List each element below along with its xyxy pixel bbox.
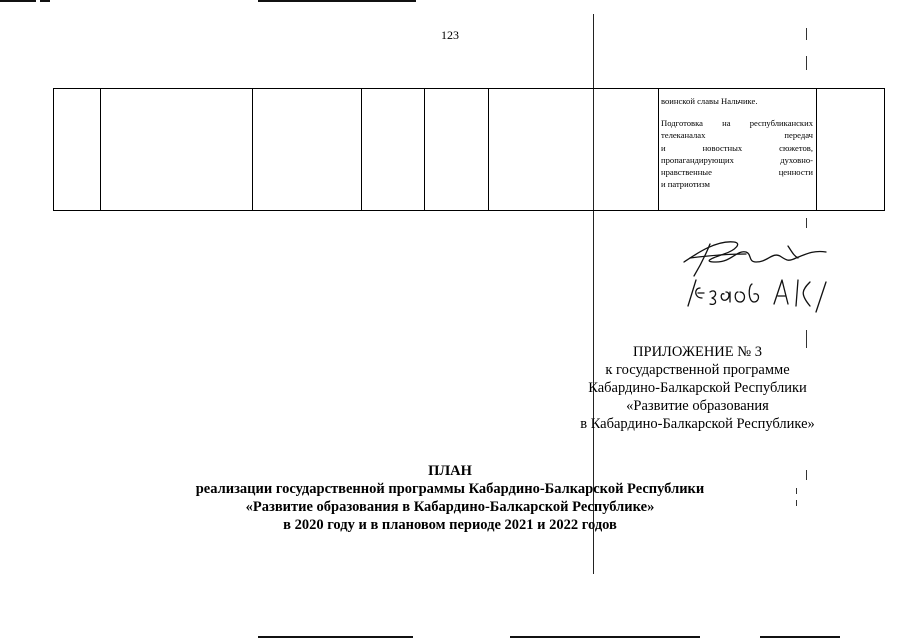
scan-artifact-bottom-left [258, 636, 413, 638]
appendix-line: в Кабардино-Балкарской Республике» [580, 416, 815, 432]
fold-dash [806, 56, 807, 70]
handwritten-signature [676, 232, 846, 322]
cell-line: нравственные ценности [661, 167, 813, 178]
table-column-divider [424, 89, 425, 210]
table-column-divider [816, 89, 817, 210]
plan-heading [150, 462, 750, 534]
table-column-divider [488, 89, 489, 210]
table-column-divider [658, 89, 659, 210]
scan-artifact-top-left [0, 0, 36, 2]
cell-line: и новостных сюжетов, [661, 142, 813, 153]
cell-line: пропагандирующих духовно- [661, 154, 813, 165]
fold-dash [796, 500, 797, 506]
page-number: 123 [441, 28, 459, 42]
plan-title: ПЛАН [428, 463, 472, 479]
plan-table-fragment [53, 88, 885, 211]
scan-artifact-bottom-right-2 [760, 636, 840, 638]
appendix-line: «Развитие образования [626, 398, 769, 414]
scan-artifact-top-left-2 [40, 0, 50, 2]
table-column-divider [252, 89, 253, 210]
fold-dash [796, 488, 797, 494]
plan-subtitle-line: в 2020 году и в плановом периоде 2021 и 2022 годов [283, 517, 617, 533]
appendix-header [560, 343, 835, 433]
table-column-divider [361, 89, 362, 210]
scan-artifact-top-center [258, 0, 416, 2]
plan-subtitle-line: «Развитие образования в Кабардино-Балкарской Республике» [245, 499, 655, 515]
table-column-divider [100, 89, 101, 210]
fold-dash [806, 470, 807, 480]
cell-line: Подготовка на республиканских [661, 118, 813, 129]
appendix-line: к государственной программе [605, 362, 790, 378]
scan-artifact-bottom-right [510, 636, 700, 638]
cell-line: воинской славы Нальчике. [661, 96, 758, 106]
plan-subtitle-line: реализации государственной программы Кабардино-Балкарской Республики [195, 481, 705, 497]
fold-dash [806, 28, 807, 40]
cell-line: телеканалах передач [661, 130, 813, 141]
table-cell-activity [661, 95, 813, 190]
cell-line: и патриотизм [661, 179, 710, 190]
appendix-line: Кабардино-Балкарской Республики [588, 380, 807, 396]
appendix-title: ПРИЛОЖЕНИЕ № 3 [633, 344, 762, 360]
fold-dash [806, 218, 807, 228]
